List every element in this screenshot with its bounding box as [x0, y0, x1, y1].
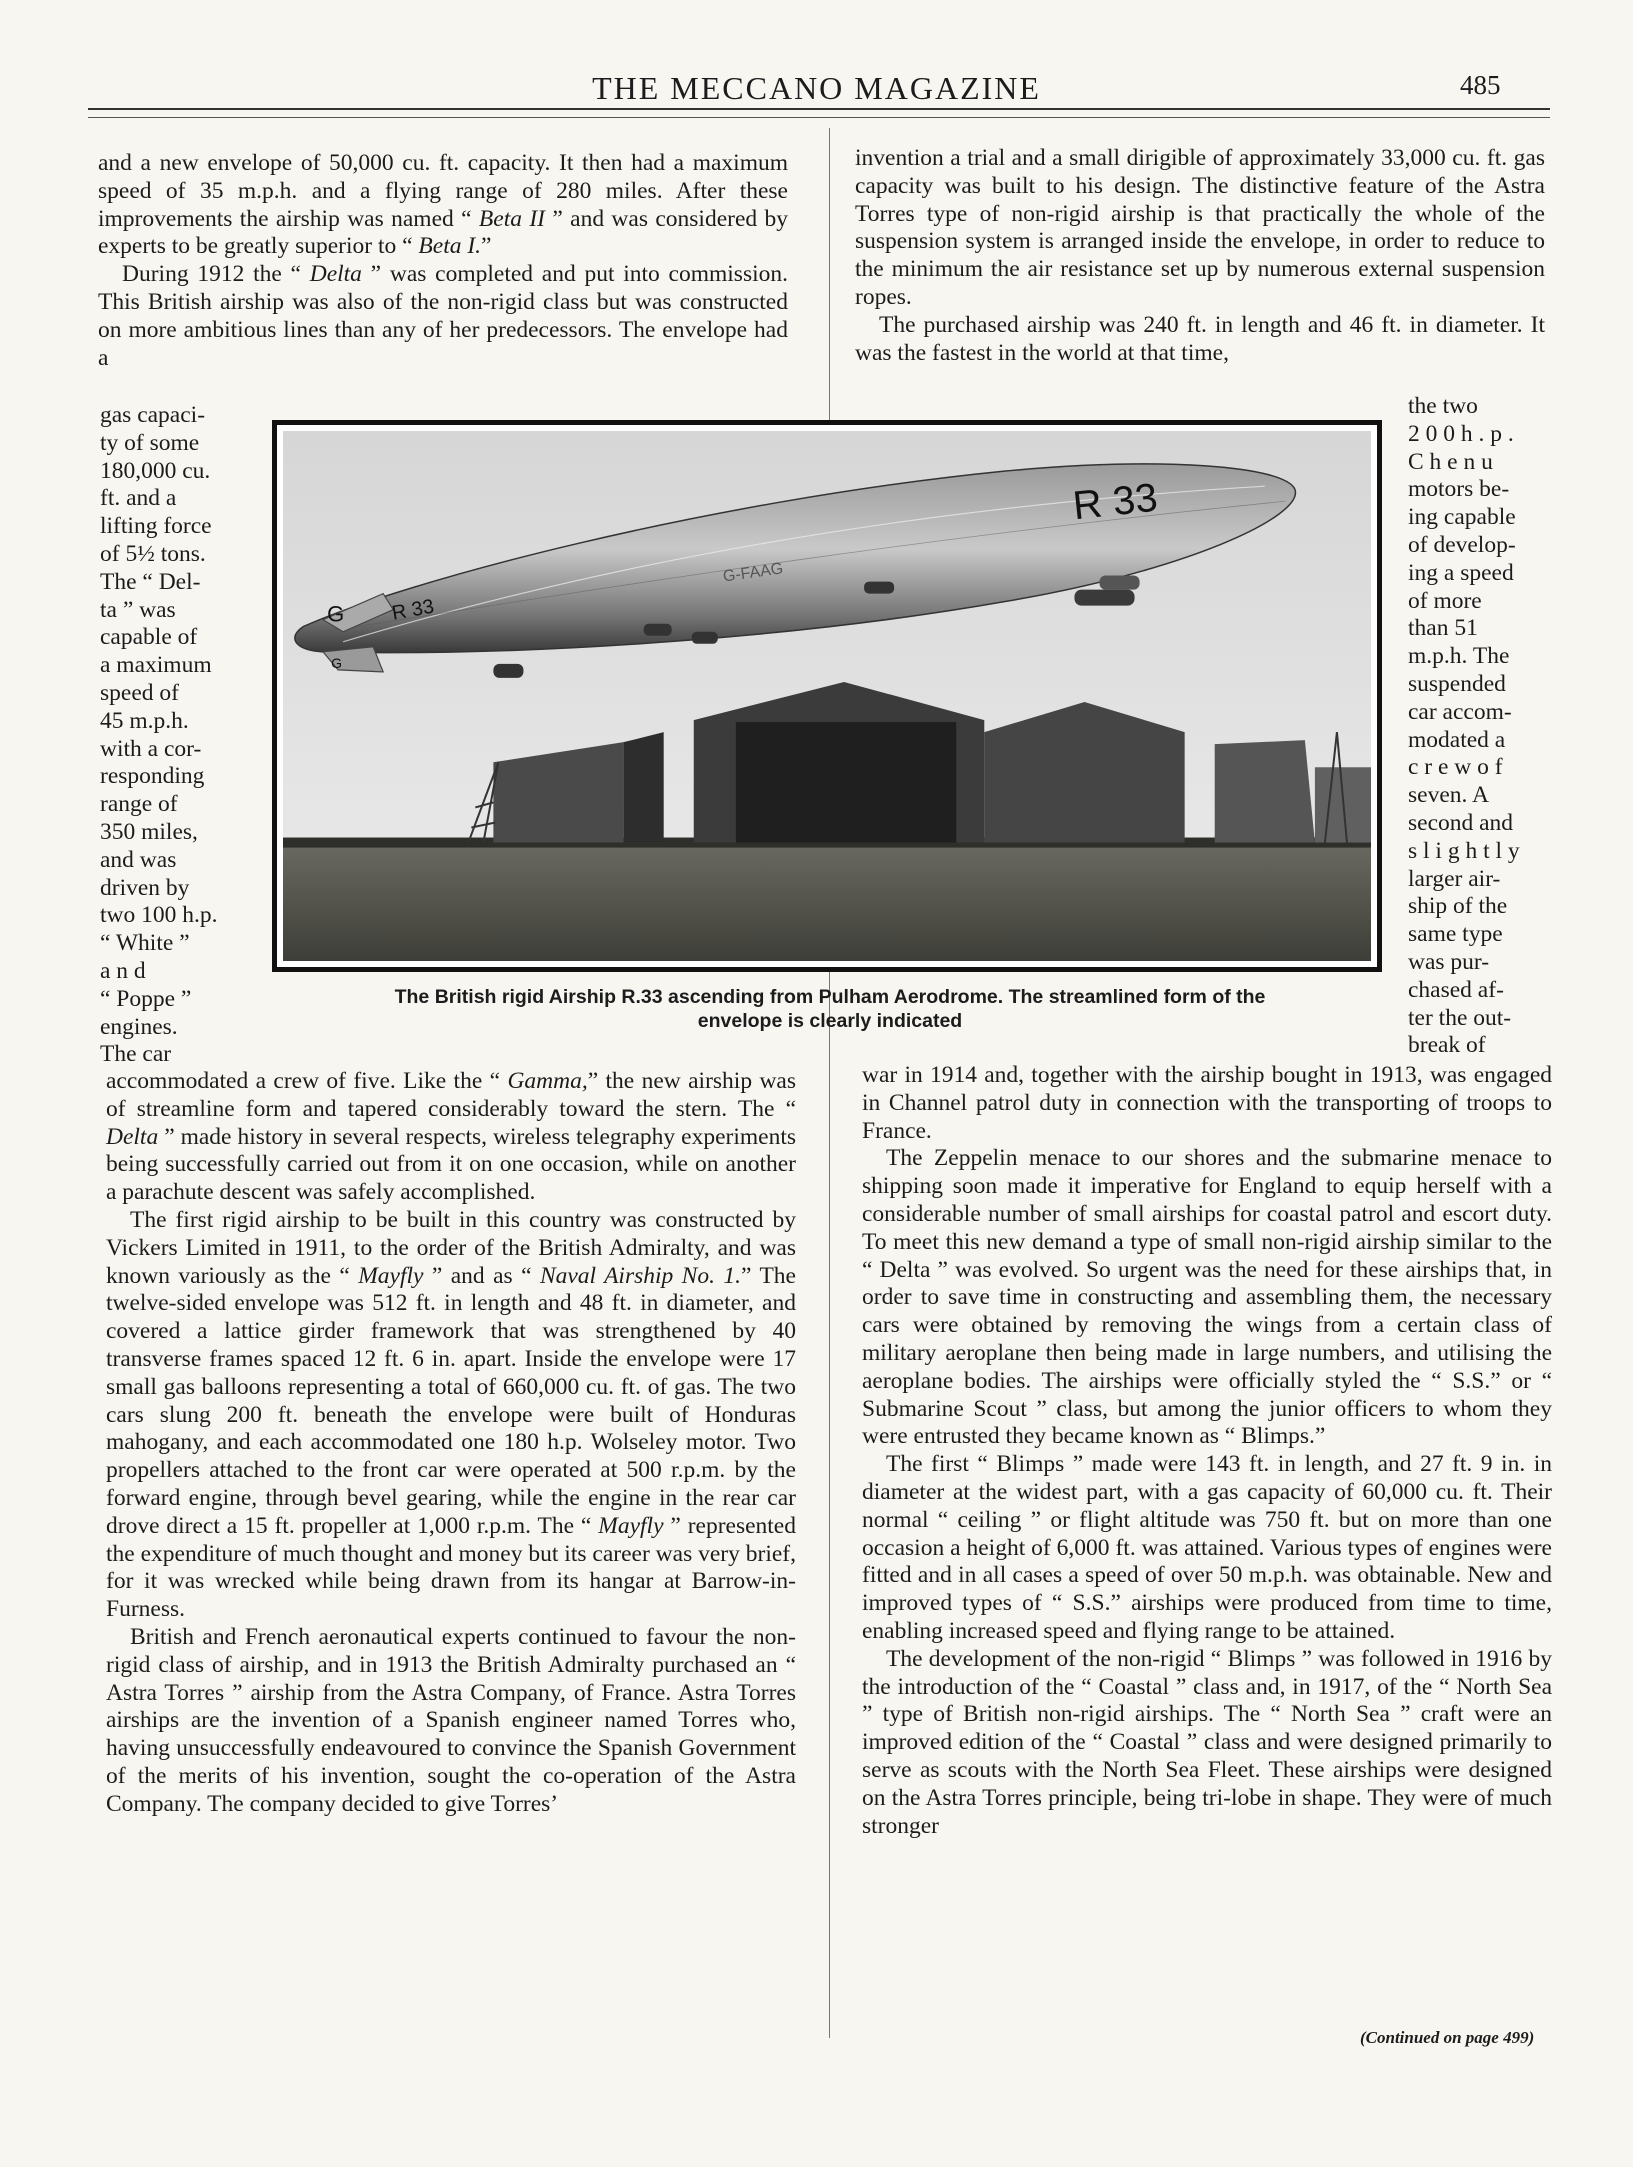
right-column-bottom [862, 1062, 1552, 1840]
text-line: engines. [100, 1013, 178, 1040]
text-line: motors be- [1408, 476, 1510, 503]
paragraph: and a new envelope of 50,000 cu. ft. capacity. It then had a maximum speed of 35 m.p.h. and a flying range of 280 miles. After these improvements the airship was named “ Beta II ” and was considered by experts to be greatly superior to “ Beta I.” [98, 150, 788, 260]
text-line: lifting force [100, 513, 212, 540]
fin-letter: G [331, 654, 342, 671]
text-line: with a cor- [100, 735, 202, 762]
text-line: car accom- [1408, 698, 1512, 725]
text-line: m.p.h. The [1408, 643, 1510, 670]
paragraph: war in 1914 and, together with the airship bought in 1913, was engaged in Channel patrol duty in connection with the transporting of troops to France. [862, 1062, 1552, 1144]
fin-letter: G [327, 601, 345, 627]
text-line: suspended [1408, 670, 1506, 697]
text-line: modated a [1408, 726, 1506, 753]
caption-line: The British rigid Airship R.33 ascending from Pulham Aerodrome. The streamlined form of the [394, 986, 1266, 1008]
text-line: ta ” was [100, 596, 176, 623]
paragraph: The Zeppelin menace to our shores and the submarine menace to shipping soon made it imperative for England to equip herself with a considerable number of small airships for coastal patrol and escort duty. To meet this new demand a type of small non-rigid airship similar to the “ Delta ” was evolved. So urgent was the need for these airships that, in order to save time in constructing and assembling them, the necessary cars were obtained by removing the wings from a certain class of military aeroplane then being made in large numbers, and utilising the aeroplane bodies. The airships were officially styled the “ S.S.” or “ Submarine Scout ” class, but among the junior officers to whom they were entrusted they became known as “ Blimps.” [862, 1145, 1552, 1450]
page-number: 485 [1460, 70, 1501, 100]
side-marking: G-FAAG [721, 559, 785, 586]
text-line: than 51 [1408, 615, 1478, 642]
text-line: speed of [100, 679, 179, 706]
hull-marking: R 33 [1070, 475, 1160, 529]
left-narrow-column [100, 402, 238, 1069]
right-narrow-column [1408, 393, 1552, 1060]
text-line: c r e w o f [1408, 754, 1503, 781]
text-line: of 5½ tons. [100, 540, 206, 567]
continued-note: (Continued on page 499) [1360, 2028, 1535, 2047]
text-line: chased af- [1408, 976, 1504, 1003]
text-line: “ White ” [100, 930, 190, 957]
text-line: ship of the [1408, 893, 1508, 920]
text-line: 45 m.p.h. [100, 707, 189, 734]
text-line: the two [1408, 393, 1478, 419]
text-line: responding [100, 763, 205, 790]
header-rule-thin [88, 117, 1550, 118]
paragraph: invention a trial and a small dirigible of approximately 33,000 cu. ft. gas capacity was built to his design. The distinctive feature of the Astra Torres type of non-rigid airship is that practically the whole of the suspension system is arranged inside the envelope, in order to reduce to the minimum the air resistance set up by numerous external suspension ropes. [855, 145, 1545, 310]
text-line: seven. A [1408, 782, 1489, 809]
text-line: ft. and a [100, 485, 177, 512]
header-rule [88, 108, 1550, 110]
paragraph: The development of the non-rigid “ Blimps ” was followed in 1916 by the introduction of the “ Coastal ” class and, in 1917, of the “ North Sea ” type of British non-rigid airships. The “ North Sea ” craft were an improved edition of the “ Coastal ” class and were designed primarily to serve as scouts with the North Sea Fleet. These airships were designed on the Astra Torres principle, being tri-lobe in shape. They were of much stronger [862, 1645, 1552, 1839]
text-line: 350 miles, [100, 818, 198, 845]
caption-line: envelope is clearly indicated [697, 1010, 963, 1032]
paragraph: British and French aeronautical experts continued to favour the non-rigid class of airship, and in 1913 the British Admiralty purchased an “ Astra Torres ” airship from the Astra Company, of France. Astra Torres airships are the invention of a Spanish engineer named Torres who, having unsuccessfully endeavoured to convince the Spanish Government of the merits of his invention, sought the co-operation of the Astra Company. The company decided to give Torres’ [106, 1623, 796, 1817]
left-column-top [98, 150, 788, 372]
text-line: of develop- [1408, 531, 1516, 558]
text-line: was pur- [1408, 948, 1490, 975]
text-line: ing capable [1408, 504, 1516, 531]
right-column-top [855, 145, 1545, 367]
text-line: second and [1408, 809, 1514, 836]
paragraph: The first rigid airship to be built in this country was constructed by Vickers Limited in 1911, to the order of the British Admiralty, and was known variously as the “ Mayfly ” and as “ Naval Airship No. 1.” The twelve-sided envelope was 512 ft. in length and 48 ft. in diameter, and covered a lattice girder framework that was strengthened by 40 transverse frames spaced 12 ft. 6 in. apart. Inside the envelope were 17 small gas balloons representing a total of 660,000 cu. ft. of gas. The two cars slung 200 ft. beneath the envelope were built of Honduras mahogany, and each accommodated one 180 h.p. Wolseley motor. Two propellers attached to the front car were operated at 500 r.p.m. by the forward engine, through bevel gearing, while the engine in the rear car drove direct a 15 ft. propeller at 1,000 r.p.m. The “ Mayfly ” represented the expenditure of much thought and money but its career was very brief, for it was wrecked while being drawn from its hangar at Barrow-in-Furness. [106, 1206, 796, 1623]
text-line: of more [1408, 587, 1482, 614]
text-line: 2 0 0 h . p . [1408, 420, 1514, 447]
paragraph: During 1912 the “ Delta ” was completed and put into commission. This British airship was also of the non-rigid class but was constructed on more ambitious lines than any of her predecessors. The envelope had a [98, 261, 789, 371]
text-line: a n d [100, 957, 146, 984]
text-line: range of [100, 791, 178, 818]
text-line: The “ Del- [100, 568, 201, 595]
airship-photograph [272, 420, 1382, 972]
text-line: two 100 h.p. [100, 902, 218, 929]
text-line: “ Poppe ” [100, 985, 192, 1012]
airship-photo-illustration [283, 431, 1371, 961]
column-divider [829, 128, 830, 2038]
text-line: driven by [100, 874, 190, 901]
text-line: 180,000 cu. [100, 457, 211, 484]
text-line: capable of [100, 624, 198, 651]
text-line: same type [1408, 921, 1503, 948]
photo-caption [300, 985, 1360, 1033]
text-line: ing a speed [1408, 559, 1514, 586]
page-header-title: THE MECCANO MAGAZINE [592, 70, 1041, 106]
text-line: The car [100, 1041, 172, 1068]
tail-marking: R 33 [390, 595, 436, 625]
text-line: C h e n u [1408, 448, 1493, 475]
text-line: s l i g h t l y [1408, 837, 1520, 864]
paragraph: The first “ Blimps ” made were 143 ft. in length, and 27 ft. 9 in. in diameter at the widest part, with a gas capacity of 60,000 cu. ft. Their normal “ ceiling ” or flight altitude was 750 ft. but on more than one occasion a height of 6,000 ft. was attained. Various types of engines were fitted and in all cases a speed of over 50 m.p.h. was obtainable. New and improved types of “ S.S.” airships were produced from time to time, enabling increased speed and flying range to be attained. [862, 1451, 1552, 1644]
paragraph: accommodated a crew of five. Like the “ Gamma,” the new airship was of streamline form and tapered considerably toward the stern. The “ Delta ” made history in several respects, wireless telegraphy experiments being successfully carried out from it on one occasion, while on another a parachute descent was safely accomplished. [106, 1068, 796, 1206]
text-line: a maximum [100, 652, 212, 679]
text-line: and was [100, 846, 177, 873]
text-line: break of [1408, 1032, 1486, 1059]
text-line: gas capaci- [100, 402, 206, 428]
text-line: larger air- [1408, 865, 1501, 892]
text-line: ter the out- [1408, 1004, 1512, 1031]
paragraph: The purchased airship was 240 ft. in length and 46 ft. in diameter. It was the fastest in the world at that time, [855, 311, 1545, 366]
left-column-bottom [106, 1068, 796, 1819]
text-line: ty of some [100, 429, 200, 456]
